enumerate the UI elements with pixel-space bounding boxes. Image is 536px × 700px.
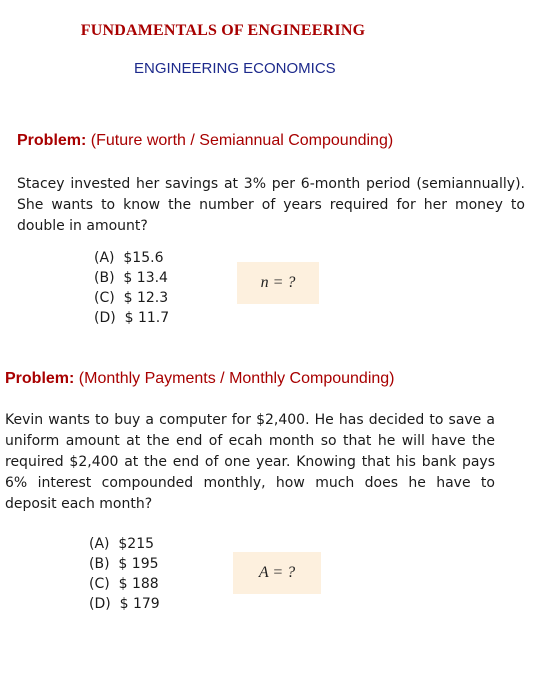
problem-1-heading (17, 132, 393, 150)
problem-1-answer-box: n = ? (237, 262, 319, 304)
problem-1-option-c: (C) $ 12.3 (94, 290, 169, 306)
problem-1-option-a: (A) $15.6 (94, 250, 164, 266)
problem-2-options (89, 534, 160, 614)
problem-1-options (94, 248, 169, 328)
problem-2-option-a: (A) $215 (89, 536, 155, 552)
problem-2-topic: (Monthly Payments / Monthly Compounding) (78, 370, 395, 387)
page-subtitle: ENGINEERING ECONOMICS (134, 60, 336, 77)
problem-2-heading (5, 370, 395, 388)
problem-2-option-d: (D) $ 179 (89, 596, 160, 612)
problem-2-answer-box: A = ? (233, 552, 321, 594)
page-title: FUNDAMENTALS OF ENGINEERING (80, 22, 366, 39)
problem-1-option-b: (B) $ 13.4 (94, 270, 168, 286)
problem-1-text: Stacey invested her savings at 3% per 6-month period (semiannually). She wants to know the number of years required for her money to double in amount? (17, 176, 525, 234)
problem-1-option-d: (D) $ 11.7 (94, 310, 170, 326)
problem-1-label: Problem: (17, 132, 87, 149)
problem-1-topic: (Future worth / Semiannual Compounding) (90, 132, 394, 149)
problem-2-option-c: (C) $ 188 (89, 576, 159, 592)
problem-2-text: Kevin wants to buy a computer for $2,400. He has decided to save a uniform amount at the end of ecah month so that he will have the required $2,400 at the end of one year. Knowing that his bank pays 6% interest compounded monthly, how much does he have to deposit each month? (5, 412, 495, 512)
problem-2-option-b: (B) $ 195 (89, 556, 159, 572)
problem-2-label: Problem: (5, 370, 75, 387)
